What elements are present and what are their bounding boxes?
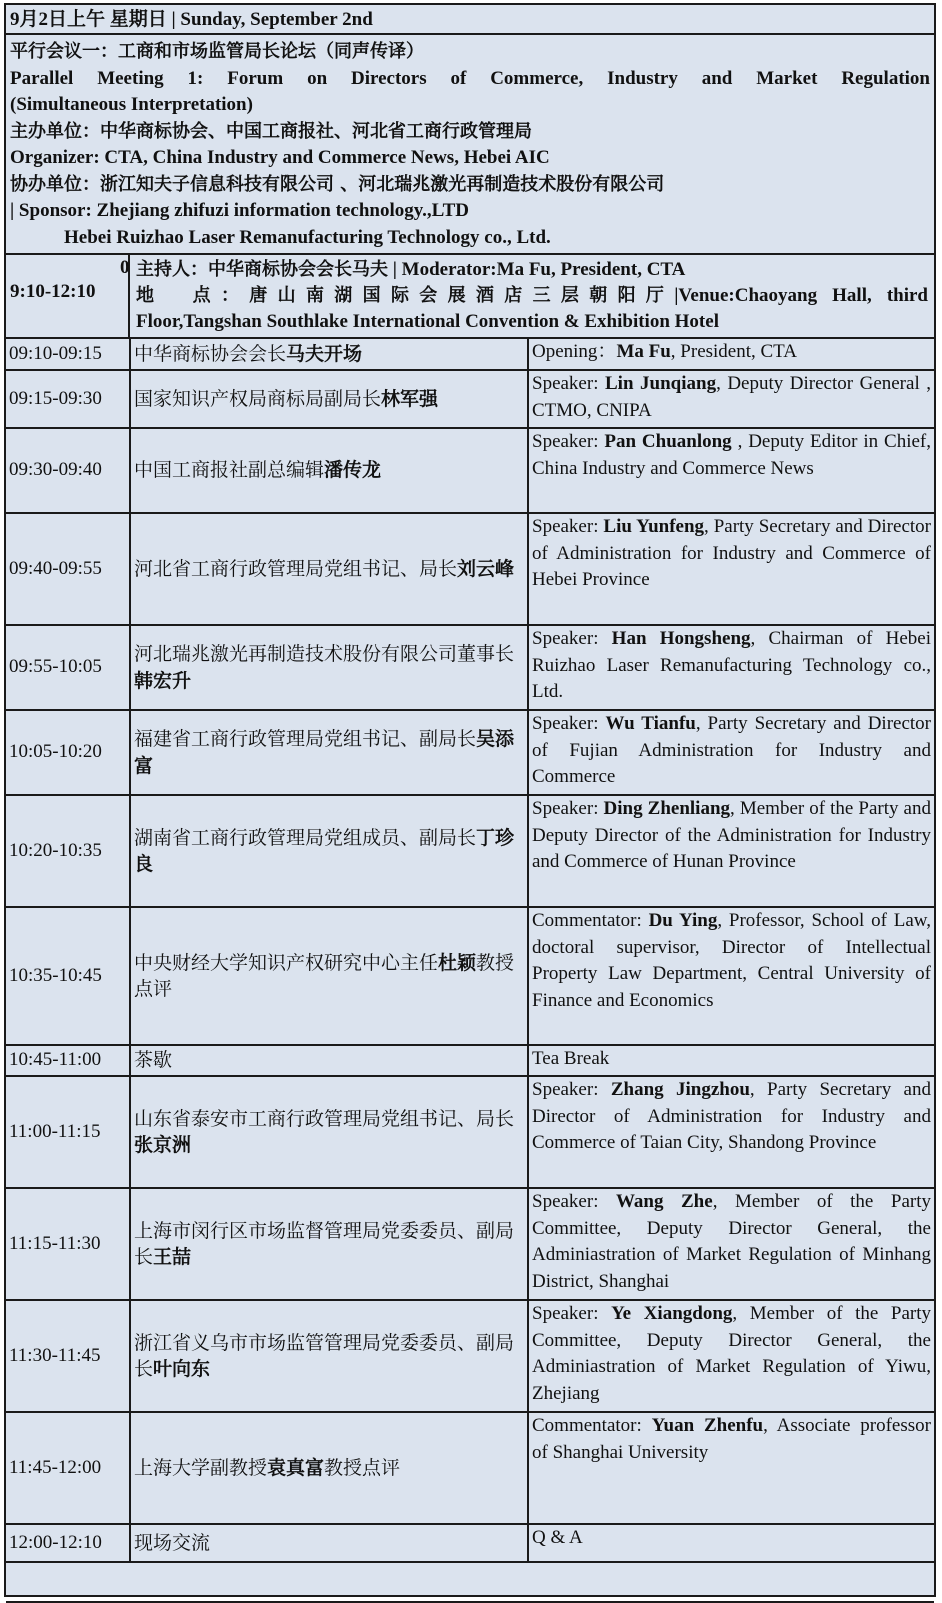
row-time: 10:05-10:20 [6,710,130,795]
row-zh-pre: 河北瑞兆激光再制造技术股份有限公司董事长 [134,643,515,665]
row-zh-name: 袁真富 [267,1456,325,1479]
venue-zh: 地 点：唐山南湖国际会展酒店三层朝阳厅 [136,285,675,306]
table-row [6,513,934,625]
row-time: 10:35-10:45 [6,907,130,1045]
row-time: 09:15-09:30 [6,370,130,428]
moderator-lines [136,257,928,335]
row-zh [130,1045,528,1076]
sponsor-zh: 协办单位：浙江知夫子信息科技有限公司 、河北瑞兆激光再制造技术股份有限公司 [10,173,665,195]
row-zh-pre: 中国工商报社副总编辑 [134,459,325,482]
row-zh-pre: 茶歇 [134,1049,173,1072]
moderator-line [136,257,928,283]
row-en [528,710,934,795]
table-row-empty [6,1562,934,1602]
moderator-zh: 主持人：中华商标协会会长马夫 [136,259,388,280]
row-en [528,370,934,428]
row-en-name: Lin Junqiang [605,373,717,394]
row-en-pre: Speaker: [532,628,612,649]
row-en-name: Pan Chuanlong [604,431,732,452]
row-zh-name: 韩宏升 [134,669,192,692]
row-zh [130,370,528,428]
row-zh-pre: 浙江省义乌市市场监管管理局党委委员、副局长 [134,1331,515,1380]
row-en [528,1188,934,1300]
row-en-pre: Speaker: [532,713,606,734]
meeting-info [6,35,934,255]
row-zh-name: 杜颖 [438,951,477,974]
meeting-title-en: Parallel Meeting 1: Forum on Directors of Commerce, Industry and Market Regulation [10,67,930,89]
row-en-post: , Associate professor of Shanghai University [532,1415,931,1463]
row-zh-pre: 湖南省工商行政管理局党组成员、副局长 [134,826,477,849]
row-zh-pre: 中央财经大学知识产权研究中心主任 [134,951,439,974]
row-en [528,339,934,370]
row-zh [130,710,528,795]
meeting-interpretation-en: (Simultaneous Interpretation) [10,94,253,115]
row-en-name: Ye Xiangdong [611,1303,733,1324]
organizer-en: Organizer: CTA, China Industry and Commerce News, Hebei AIC [10,147,550,168]
row-zh-name: 林军强 [381,387,439,410]
table-row [6,1524,934,1562]
row-en-pre: Speaker: [532,1191,616,1212]
schedule-table [6,339,934,1603]
row-en [528,1045,934,1076]
row-en-name: Ma Fu [616,341,671,362]
row-en [528,907,934,1045]
meeting-title-zh: 平行会议一：工商和市场监管局长论坛（同声传译） [10,41,424,62]
table-row [6,1188,934,1300]
venue-en: |Venue:Chaoyang Hall, third [674,285,928,306]
row-en-pre: Tea Break [532,1048,610,1069]
table-row [6,370,934,428]
row-en-name: Wu Tianfu [605,713,696,734]
row-time: 11:30-11:45 [6,1300,130,1412]
row-zh [130,1300,528,1412]
sponsor-en-2: Hebei Ruizhao Laser Remanufacturing Technology co., Ltd. [64,226,551,248]
row-time: 09:40-09:55 [6,513,130,625]
moderator-en: | Moderator:Ma Fu, President, CTA [388,259,686,280]
row-en [528,1524,934,1562]
row-en-post: , Party Secretary and Director of Fujian Administration for Industry and Commerce [532,713,931,787]
row-en [528,795,934,907]
row-en-name: Liu Yunfeng [603,516,705,537]
row-en-post: , Party Secretary and Director of Administration for Industry and Commerce of Taian City, Shandong Province [532,1079,931,1153]
empty-cell [6,1562,934,1602]
row-en [528,513,934,625]
row-en-pre: Opening： [532,341,617,362]
row-en [528,1076,934,1188]
row-zh-name: 刘云峰 [457,557,515,580]
row-en-name: Han Hongsheng [611,628,751,649]
table-row [6,795,934,907]
row-en-pre: Q & A [532,1527,583,1548]
row-en-post: , President, CTA [670,341,797,362]
moderator-block [6,255,934,339]
row-en-name: Wang Zhe [615,1191,713,1212]
row-en-pre: Commentator: [532,910,649,931]
row-time: 10:20-10:35 [6,795,130,907]
row-time: 11:00-11:15 [6,1076,130,1188]
table-row [6,1300,934,1412]
row-zh [130,795,528,907]
row-en [528,1412,934,1524]
sponsor-en-1: | Sponsor: Zhejiang zhifuzi information technology.,LTD [10,200,470,221]
row-zh [130,1188,528,1300]
row-time: 10:45-11:00 [6,1045,130,1076]
row-time: 12:00-12:10 [6,1524,130,1562]
row-en-post: , Chairman of Hebei Ruizhao Laser Remanufacturing Technology co., Ltd. [532,628,931,702]
row-time: 11:15-11:30 [6,1188,130,1300]
venue-line-2: Floor,Tangshan Southlake International Convention & Exhibition Hotel [136,311,719,332]
row-time: 09:30-09:40 [6,428,130,513]
row-zh [130,339,528,370]
row-zh-name: 丁珍良 [134,826,515,875]
table-row [6,1412,934,1524]
row-time: 09:10-09:15 [6,339,130,370]
row-en-pre: Speaker: [532,516,604,537]
row-zh [130,1076,528,1188]
row-en-pre: Commentator: [532,1415,652,1436]
table-row [6,625,934,710]
row-zh-pre: 福建省工商行政管理局党组书记、副局长 [134,728,477,750]
row-zh [130,1524,528,1562]
row-en-name: Du Ying [648,910,718,931]
session-time-marker: 0 [120,257,130,278]
row-en-post: , Member of the Party Committee, Deputy Director General, the Adminiastration of Market Regulation of Minhang District, Shanghai [532,1191,931,1292]
row-en-post: , Professor, School of Law, doctoral supervisor, Director of Intellectual Property Law Department, Central University of Finance and Economics [532,910,931,1011]
row-en [528,428,934,513]
row-en-post: , Deputy Director General , CTMO, CNIPA [532,373,931,421]
row-zh-post: 教授点评 [324,1456,401,1479]
row-en-pre: Speaker: [532,1079,611,1100]
table-row [6,339,934,370]
row-en-pre: Speaker: [532,1303,612,1324]
row-zh-name: 叶向东 [153,1358,211,1380]
session-time: 9:10-12:10 [6,255,130,337]
row-en-post: , Member of the Party and Deputy Director of the Administration for Industry and Commerce of Hunan Province [532,798,931,872]
row-en-pre: Speaker: [532,431,605,452]
row-zh [130,1412,528,1524]
table-row [6,710,934,795]
row-en-pre: Speaker: [532,798,604,819]
row-zh-pre: 中华商标协会会长 [134,342,287,365]
row-zh-pre: 上海大学副教授 [134,1456,268,1479]
row-en-name: Ding Zhenliang [603,798,731,819]
row-zh [130,625,528,710]
row-zh [130,513,528,625]
row-zh [130,428,528,513]
table-row [6,1045,934,1076]
row-zh [130,907,528,1045]
row-en [528,1300,934,1412]
row-en-pre: Speaker: [532,373,605,394]
venue-line [136,283,928,309]
table-row [6,1076,934,1188]
table-row [6,428,934,513]
row-en-post: , Party Secretary and Director of Administration for Industry and Commerce of Hebei Province [532,516,931,590]
row-en [528,625,934,710]
row-en-post: , Member of the Party Committee, Deputy Director General, the Adminiastration of Market Regulation of Yiwu, Zhejiang [532,1303,932,1404]
row-zh-pre: 现场交流 [134,1531,211,1554]
row-en-name: Yuan Zhenfu [651,1415,764,1436]
row-zh-pre: 河北省工商行政管理局党组书记、局长 [134,557,458,580]
row-zh-name: 马夫开场 [286,342,363,365]
row-zh-pre: 国家知识产权局商标局副局长 [134,387,382,410]
row-zh-name: 潘传龙 [324,459,382,482]
row-time: 09:55-10:05 [6,625,130,710]
organizer-zh: 主办单位：中华商标协会、中国工商报社、河北省工商行政管理局 [10,120,532,142]
row-zh-name: 张京洲 [134,1134,192,1156]
row-time: 11:45-12:00 [6,1412,130,1524]
schedule-page [4,3,936,1597]
row-zh-name: 王喆 [153,1246,192,1268]
row-en-name: Zhang Jingzhou [610,1079,750,1100]
day-title: 9月2日上午 星期日 | Sunday, September 2nd [6,5,934,35]
row-zh-pre: 上海市闵行区市场监督管理局党委委员、副局长 [134,1219,515,1268]
table-row [6,907,934,1045]
row-zh-pre: 山东省泰安市工商行政管理局党组书记、局长 [134,1107,515,1130]
row-zh-name: 吴添富 [134,728,515,777]
row-en-post: , Deputy Editor in Chief, China Industry and Commerce News [532,431,931,479]
row-zh-post: 教授点评 [134,951,515,1000]
